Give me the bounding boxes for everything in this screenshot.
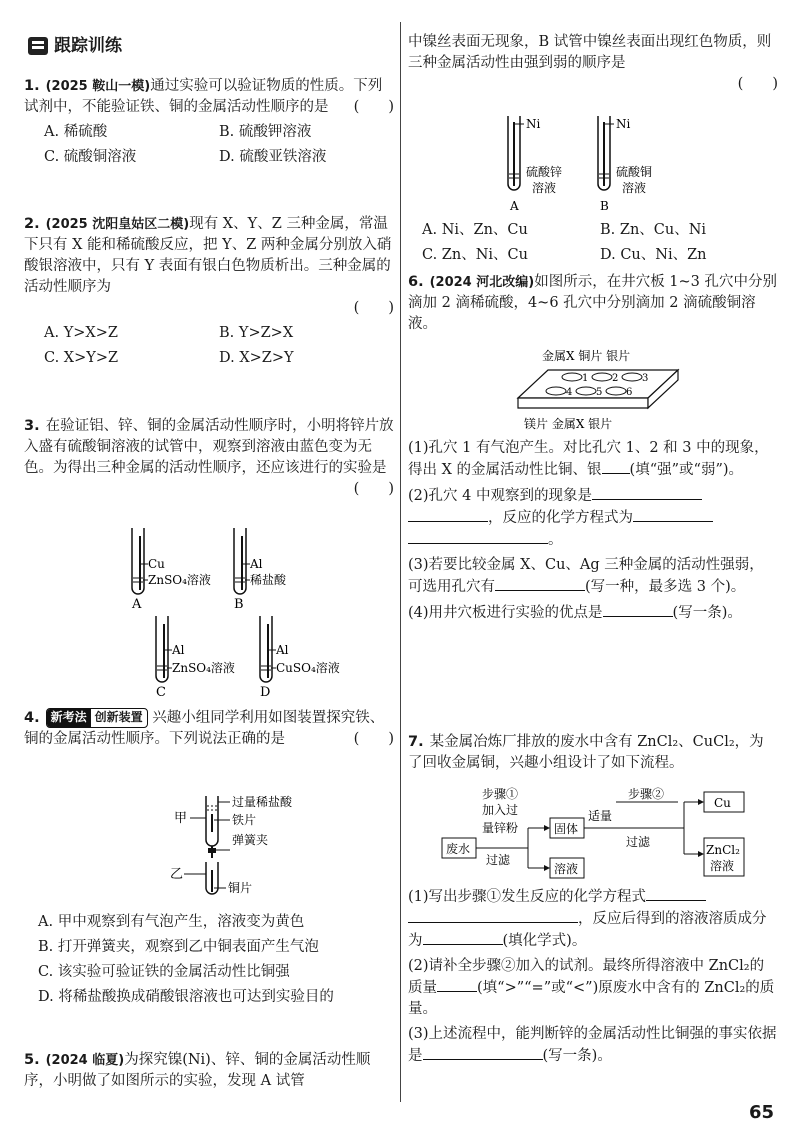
tube-b-metal: Al — [250, 557, 263, 571]
question-4-options — [24, 908, 394, 1008]
hole-6: 6 — [626, 387, 633, 398]
answer-blank[interactable] — [408, 908, 578, 923]
step2-label: 步骤② — [628, 787, 665, 801]
option-a[interactable]: A. 稀硫酸 — [44, 124, 108, 141]
tube-a-solution: 硫酸锌 — [526, 165, 563, 179]
tube-b-letter: B — [600, 199, 609, 213]
tube-b-letter: B — [234, 597, 244, 612]
moderate-label: 适量 — [588, 809, 613, 823]
option-c[interactable]: C. 该实验可验证铁的金属活动性比铜强 — [38, 964, 290, 981]
question-7: 7. 某金属冶炼厂排放的废水中含有 ZnCl₂、CuCl₂，为了回收金属铜，兴趣小组设计了如下流程。 — [408, 734, 764, 772]
tube-a-letter: A — [510, 199, 519, 213]
tube-b-solution: 硫酸铜 — [616, 165, 653, 179]
question-5: 5. (2024 临夏)为探究镍(Ni)、锌、铜的金属活动性顺序，小明做了如图所示的实验，发现 A 试管 — [24, 1052, 371, 1090]
column-divider — [400, 22, 401, 1102]
step1-label: 步骤① — [482, 787, 519, 801]
option-d[interactable]: D. 将稀盐酸换成硝酸银溶液也可达到实验目的 — [38, 989, 334, 1006]
question-1: 1. (2025 鞍山一模)通过实验可以验证物质的性质。下列试剂中，不能验证铁、铜的金属活动性顺序的是 ( ) A. 稀硫酸 B. 硫酸钾溶液 C. 硫酸铜溶液 D. 硫酸亚铁溶液 — [24, 76, 394, 168]
option-d[interactable]: D. Cu、Ni、Zn — [600, 247, 707, 264]
tube-a-solution-2: 溶液 — [532, 181, 557, 195]
answer-paren[interactable]: ( ) — [353, 300, 394, 317]
answer-blank[interactable] — [592, 485, 702, 500]
waste-box: 废水 — [446, 842, 471, 856]
cu-box: Cu — [714, 796, 731, 810]
label-yi: 乙 — [170, 867, 184, 882]
liquid-box: 溶液 — [554, 862, 579, 876]
test-tube-figure — [114, 526, 344, 701]
option-b[interactable]: B. 硫酸钾溶液 — [219, 124, 312, 141]
option-d[interactable]: D. X>Z>Y — [219, 350, 294, 367]
tube-a — [131, 528, 211, 612]
label-iron: 铁片 — [232, 813, 257, 827]
answer-blank[interactable] — [646, 886, 706, 901]
tube-b-solution: 稀盐酸 — [250, 573, 287, 587]
top-labels: 金属X 铜片 银片 — [542, 349, 631, 363]
flowchart — [438, 784, 778, 884]
label-jia: 甲 — [174, 811, 188, 826]
zncl2-solution: 溶液 — [710, 859, 735, 873]
option-a[interactable]: A. Ni、Zn、Cu — [422, 222, 528, 238]
answer-paren[interactable]: ( ) — [353, 99, 394, 116]
bottom-labels: 镁片 金属X 银片 — [524, 417, 613, 431]
tube-c-letter: C — [156, 685, 166, 700]
add-label-2: 量锌粉 — [482, 821, 519, 835]
hole-5: 5 — [596, 387, 603, 398]
nickel-tube-figure — [498, 114, 728, 214]
answer-blank[interactable] — [603, 602, 673, 617]
label-copper: 铜片 — [228, 881, 253, 895]
hole-3: 3 — [642, 373, 649, 384]
apparatus-figure — [164, 792, 364, 902]
tube-d-metal: Al — [276, 643, 289, 657]
tube-a-letter: A — [132, 597, 142, 612]
filter2-label: 过滤 — [626, 835, 651, 849]
section-header — [28, 34, 122, 59]
question-5-options — [408, 216, 778, 266]
question-6-parts: (1)孔穴 1 有气泡产生。对比孔穴 1、2 和 3 中的现象，得出 X 的金属活动性比铜、银 (填“强”或“弱”)。 (2)孔穴 4 中观察到的现象是 ，反应的化学方程式为 。 (3)若要比较金属 X、Cu、Ag 三种金属的活动性强弱，可选用孔穴有 (写一种，最多选 3 个)。 (4)用井穴板进行实验的优点是 (写一条)。 — [408, 440, 769, 622]
option-c[interactable]: C. Zn、Ni、Cu — [422, 247, 528, 264]
tube-c — [156, 616, 235, 700]
answer-blank[interactable] — [408, 507, 488, 522]
tube-b-metal: Ni — [616, 117, 631, 131]
tube-c-metal: Al — [172, 643, 185, 657]
label-clamp: 弹簧夹 — [232, 833, 269, 847]
tube-a-metal: Cu — [148, 557, 165, 571]
answer-paren[interactable]: ( ) — [353, 731, 394, 748]
answer-blank[interactable] — [633, 507, 713, 522]
zncl2-box: ZnCl₂ — [706, 843, 740, 857]
hole-2: 2 — [612, 373, 619, 384]
tube-b — [234, 528, 287, 612]
question-4: 4. 新考法 创新装置 兴趣小组同学利用如图装置探究铁、铜的金属活动性顺序。下列说法正确的是 ( ) — [24, 708, 394, 750]
option-b[interactable]: B. Y>Z>X — [219, 325, 294, 342]
well-plate-figure — [508, 346, 688, 434]
question-7-parts: (1)写出步骤①发生反应的化学方程式 ，反应后得到的溶液溶质成分为 (填化学式)。 (2)请补全步骤②加入的试剂。最终所得溶液中 ZnCl₂的质量 (填“>”“=”或“<”)原废水中含有的 ZnCl₂的质量。 (3)上述流程中，能判断锌的金属活动性比铜强的事实依据是 (写一条)。 — [408, 886, 778, 1067]
tube-c-solution: ZnSO₄溶液 — [172, 661, 235, 675]
question-3: 3. 在验证铝、锌、铜的金属活动性顺序时，小明将锌片放入盛有硫酸铜溶液的试管中，观察到溶液由蓝色变为无色。为得出三种金属的活动性顺序，还应该进行的实验是 ( ) — [24, 416, 394, 500]
hole-1: 1 — [582, 373, 589, 384]
tube-a-metal: Ni — [526, 117, 541, 131]
answer-blank[interactable] — [602, 459, 630, 474]
option-d[interactable]: D. 硫酸亚铁溶液 — [219, 149, 327, 166]
option-a[interactable]: A. 甲中观察到有气泡产生，溶液变为黄色 — [38, 914, 305, 930]
pencil-note-icon — [28, 37, 48, 55]
option-b[interactable]: B. 打开弹簧夹，观察到乙中铜表面产生气泡 — [38, 939, 319, 956]
option-c[interactable]: C. X>Y>Z — [44, 350, 119, 367]
answer-blank[interactable] — [495, 576, 585, 591]
page-number: 65 — [748, 1102, 774, 1123]
tube-d — [260, 616, 340, 700]
answer-blank[interactable] — [437, 977, 477, 992]
option-b[interactable]: B. Zn、Cu、Ni — [600, 222, 707, 238]
tube-d-solution: CuSO₄溶液 — [276, 661, 340, 675]
answer-blank[interactable] — [423, 1045, 543, 1060]
tube-d-letter: D — [260, 685, 271, 700]
filter1-label: 过滤 — [486, 853, 511, 867]
answer-blank[interactable] — [423, 930, 503, 945]
add-label-1: 加入过 — [482, 803, 519, 817]
new-method-tag: 新考法 创新装置 — [46, 708, 148, 727]
option-c[interactable]: C. 硫酸铜溶液 — [44, 149, 137, 166]
tube-a-solution: ZnSO₄溶液 — [148, 573, 211, 587]
question-2: 2. (2025 沈阳皇姑区二模)现有 X、Y、Z 三种金属，常温下只有 X 能和稀硫酸反应，把 Y、Z 两种金属分别放入硝酸银溶液中，只有 Y 表面有银白色物质析出。三种金属的活动性顺序为 ( ) A. Y>X>Z B. Y>Z>X C. X>Y>Z D. X>Z>Y — [24, 214, 394, 369]
label-acid: 过量稀盐酸 — [232, 795, 293, 809]
hole-4: 4 — [566, 387, 573, 398]
option-a[interactable]: A. Y>X>Z — [44, 325, 118, 342]
answer-paren[interactable]: ( ) — [353, 481, 394, 498]
tube-b-solution-2: 溶液 — [622, 181, 647, 195]
question-6: 6. (2024 河北改编)如图所示，在井穴板 1~3 孔穴中分别滴加 2 滴稀硫酸，4~6 孔穴中分别滴加 2 滴硫酸铜溶液。 — [408, 274, 778, 333]
solid-box: 固体 — [554, 822, 579, 836]
section-title: 跟踪训练 — [54, 36, 122, 56]
question-5-continued: 中镍丝表面无现象，B 试管中镍丝表面出现红色物质，则三种金属活动性由强到弱的顺序是 ( ) — [408, 34, 778, 93]
answer-paren[interactable]: ( ) — [737, 76, 778, 93]
answer-blank[interactable] — [408, 529, 548, 544]
